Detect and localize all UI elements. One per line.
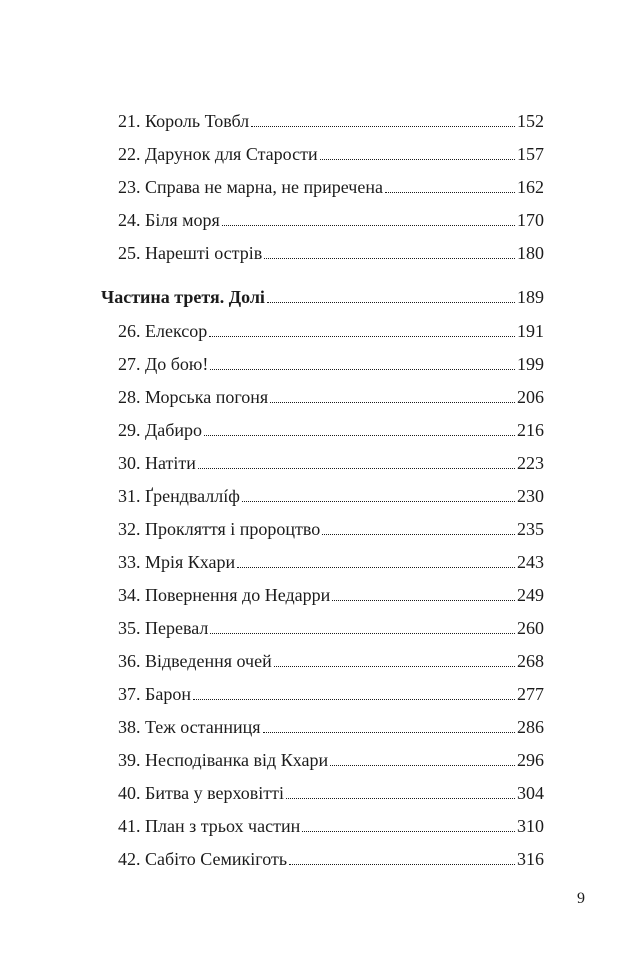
dot-leader (267, 302, 515, 303)
toc-entry-title: 21. Король Товбл (118, 111, 250, 131)
toc-entry-page: 296 (517, 750, 544, 770)
toc-entry-page: 277 (517, 684, 544, 704)
toc-entry (118, 716, 544, 738)
dot-leader (385, 192, 515, 193)
toc-entry (118, 176, 544, 198)
toc-entry-page: 286 (517, 717, 544, 737)
toc-entry-title: 38. Теж останниця (118, 717, 261, 737)
toc-entry (118, 452, 544, 474)
toc-entry-title: 22. Дарунок для Старости (118, 144, 318, 164)
toc-entry-title: 39. Несподіванка від Кхари (118, 750, 329, 770)
toc-entry (118, 419, 544, 441)
dot-leader (251, 126, 515, 127)
dot-leader (286, 798, 515, 799)
dot-leader (198, 468, 515, 469)
toc-entry-title: 35. Перевал (118, 618, 209, 638)
toc-entry-page: 230 (517, 486, 544, 506)
toc-entry (118, 782, 544, 804)
toc-entry (118, 683, 544, 705)
dot-leader (193, 699, 515, 700)
toc-entry (118, 110, 544, 132)
page-number: 9 (577, 890, 585, 907)
dot-leader (270, 402, 515, 403)
toc-entry (118, 320, 544, 342)
dot-leader (209, 336, 515, 337)
toc-entry (118, 848, 544, 870)
dot-leader (210, 633, 515, 634)
dot-leader (332, 600, 515, 601)
toc-entry-page: 216 (517, 420, 544, 440)
dot-leader (330, 765, 515, 766)
dot-leader (222, 225, 515, 226)
toc-entry-page: 206 (517, 387, 544, 407)
dot-leader (264, 258, 515, 259)
toc-entry-title: 37. Барон (118, 684, 191, 704)
toc-entry-page: 223 (517, 453, 544, 473)
toc-entry-page: 243 (517, 552, 544, 572)
toc-entry-page: 199 (517, 354, 544, 374)
dot-leader (204, 435, 515, 436)
toc-entry (118, 242, 544, 264)
toc-entry (118, 584, 544, 606)
toc-entry-title: 33. Мрія Кхари (118, 552, 236, 572)
toc-entry-title: 34. Повернення до Недарри (118, 585, 331, 605)
toc-entry-page: 310 (517, 816, 544, 836)
toc-entry-page: 316 (517, 849, 544, 869)
dot-leader (322, 534, 515, 535)
toc-entry-page: 170 (517, 210, 544, 230)
toc-entry-page: 304 (517, 783, 544, 803)
toc-entry-title: 40. Битва у верховітті (118, 783, 285, 803)
toc-entry-page: 152 (517, 111, 544, 131)
dot-leader (289, 864, 515, 865)
toc-entry-title: 25. Нарешті острів (118, 243, 263, 263)
toc-entry (118, 143, 544, 165)
toc-entry-page: 157 (517, 144, 544, 164)
toc-part-page: 189 (517, 287, 544, 307)
toc-entry-title: 24. Біля моря (118, 210, 220, 230)
toc-part-title: Частина третя. Долі (101, 287, 265, 307)
toc-entry-page: 191 (517, 321, 544, 341)
dot-leader (237, 567, 515, 568)
dot-leader (320, 159, 515, 160)
toc-entry-title: 31. Ґрендваллíф (118, 486, 240, 506)
toc-part-heading (101, 286, 544, 308)
dot-leader (302, 831, 515, 832)
toc-entry-page: 235 (517, 519, 544, 539)
toc-entry-page: 162 (517, 177, 544, 197)
toc-entry-title: 26. Елексор (118, 321, 208, 341)
toc-entry (118, 617, 544, 639)
toc-entry-title: 29. Дабиро (118, 420, 203, 440)
toc-entry-title: 30. Натіти (118, 453, 196, 473)
dot-leader (210, 369, 515, 370)
toc-entry (118, 353, 544, 375)
toc-entry (118, 386, 544, 408)
toc-entry-page: 249 (517, 585, 544, 605)
toc-entry (118, 518, 544, 540)
toc-entry (118, 749, 544, 771)
toc-entry (118, 551, 544, 573)
toc-entry-page: 180 (517, 243, 544, 263)
dot-leader (242, 501, 515, 502)
toc-entry-title: 27. До бою! (118, 354, 209, 374)
toc-entry-title: 41. План з трьох частин (118, 816, 301, 836)
toc-entry (118, 209, 544, 231)
toc-entry-title: 28. Морська погоня (118, 387, 269, 407)
toc-entry-title: 23. Справа не марна, не приречена (118, 177, 383, 197)
toc-entry-title: 32. Прокляття і пророцтво (118, 519, 321, 539)
dot-leader (263, 732, 515, 733)
toc-entry-page: 260 (517, 618, 544, 638)
toc-entry (118, 650, 544, 672)
toc-entry-title: 36. Відведення очей (118, 651, 272, 671)
toc-entry-page: 268 (517, 651, 544, 671)
dot-leader (274, 666, 515, 667)
toc-entry-title: 42. Сабіто Семикіготь (118, 849, 288, 869)
toc-entry (118, 485, 544, 507)
toc-entry (118, 815, 544, 837)
